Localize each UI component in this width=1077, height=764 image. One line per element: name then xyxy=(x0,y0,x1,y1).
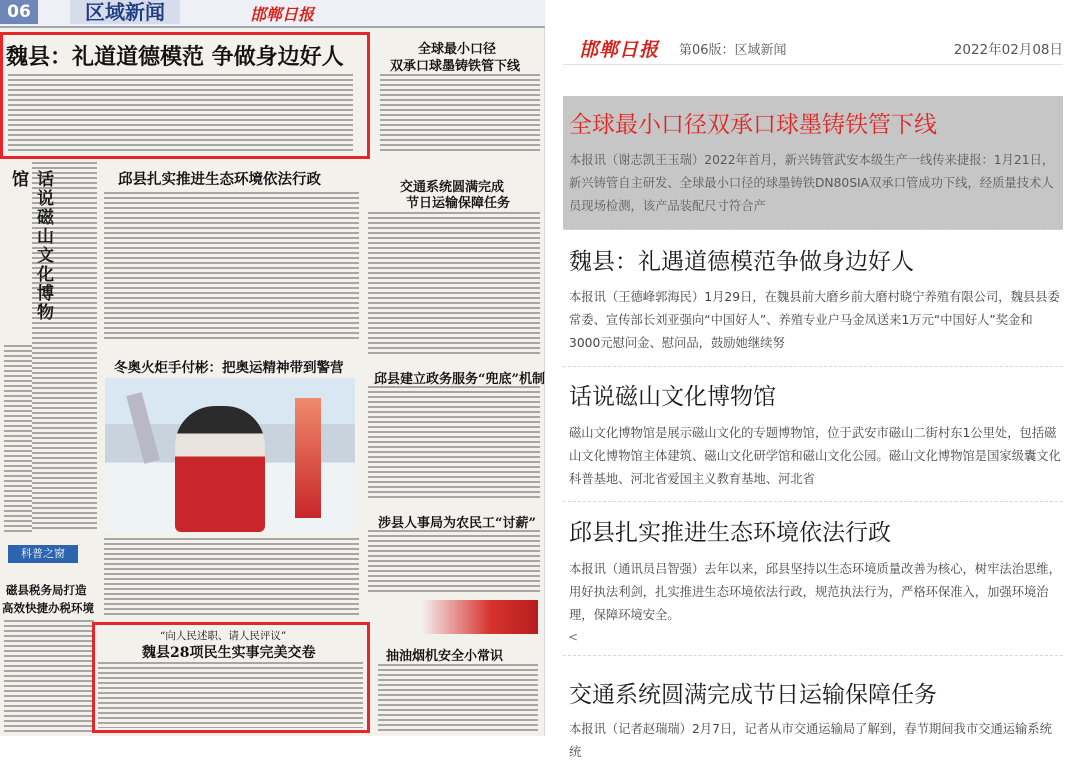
paper-headline: 抽油烟机安全小常识 xyxy=(386,649,504,664)
paper-text-block xyxy=(380,74,540,154)
paper-text-block xyxy=(4,345,32,535)
article-item-active[interactable] xyxy=(563,96,1063,230)
article-item[interactable] xyxy=(563,231,1063,367)
paper-headline: 冬奥火炬手付彬：把奥运精神带到警营 xyxy=(114,360,344,376)
newspaper-logo-small: 邯郸日报 xyxy=(250,5,315,24)
paper-text-block xyxy=(32,162,97,532)
issue-date: 2022年02月08日 xyxy=(953,42,1063,58)
paper-headline: 邱县扎实推进生态环境依法行政 xyxy=(118,171,321,188)
paper-headline: 涉县人事局为农民工“讨薪” xyxy=(378,516,536,531)
paper-headline: 节日运输保障任务 xyxy=(406,196,511,211)
paper-headline: 交通系统圆满完成 xyxy=(400,180,505,195)
article-title[interactable]: 交通系统圆满完成节日运输保障任务 xyxy=(569,682,937,708)
article-item[interactable] xyxy=(563,368,1063,502)
page-masthead xyxy=(0,0,545,28)
panel-header xyxy=(563,33,1063,65)
article-summary: 本报讯（王德峰郭海民）1月29日，在魏县前大磨乡前大磨村晓宁养殖有限公司，魏县县委常委、宣传部长刘亚强向“中国好人”、养殖专业户马金凤送来1万元“中国好人”奖金和3000元慰问金、慰问品，鼓励她继续努 xyxy=(569,290,1060,350)
paper-text-block xyxy=(104,192,359,342)
paper-text-block xyxy=(368,530,540,595)
torchbearer-photo xyxy=(105,378,355,532)
paper-headline: 邱县建立政务服务“兜底”机制 xyxy=(374,372,545,387)
pager-less-than[interactable]: < xyxy=(568,630,579,644)
paper-headline: 魏县28项民生实事完美交卷 xyxy=(142,645,316,661)
article-title[interactable]: 魏县：礼遇道德模范争做身边好人 xyxy=(569,249,914,275)
article-summary: 本报讯（记者赵瑞瑞）2月7日，记者从市交通运输局了解到，春节期间我市交通运输系统统 xyxy=(569,722,1052,759)
paper-text-block xyxy=(378,664,538,732)
paper-kicker: “向人民述职、请人民评议” xyxy=(160,630,287,642)
article-item[interactable] xyxy=(563,503,1063,656)
paper-text-block xyxy=(4,620,94,732)
article-summary: 本报讯（通讯员吕智强）去年以来，邱县坚持以生态环境质量改善为核心，树牢法治思维，用好执法利剑，扎实推进生态环境依法行政，规范执法行为，严格环保准入，加强环境治理，保障环境安全。 xyxy=(569,562,1061,622)
paper-headline: 魏县：礼道道德模范 争做身边好人 xyxy=(6,44,344,70)
paper-text-block xyxy=(368,212,540,357)
paper-headline: 双承口球墨铸铁管下线 xyxy=(390,59,521,74)
paper-text-block xyxy=(368,386,540,501)
newspaper-logo: 邯郸日报 xyxy=(579,39,660,61)
paper-promo-banner xyxy=(420,600,538,634)
paper-headline: 磁县税务局打造 xyxy=(6,583,87,597)
page-number: 06 xyxy=(0,0,38,24)
article-title[interactable]: 邱县扎实推进生态环境依法行政 xyxy=(569,520,891,546)
paper-headline: 全球最小口径 xyxy=(418,42,497,57)
article-item[interactable] xyxy=(563,666,1063,759)
paper-text-block xyxy=(8,74,353,154)
page-section: 区域新闻 xyxy=(70,0,180,24)
article-title[interactable]: 话说磁山文化博物馆 xyxy=(569,384,776,410)
article-summary: 本报讯（谢志凯王玉瑞）2022年首月，新兴铸管武安本级生产一线传来捷报：1月21日，新兴铸管自主研发、全球最小口径的球墨铸铁DN80SIA双承口管成功下线，经质量技术人员现场检测，该产品装配尺寸符合产 xyxy=(569,153,1055,213)
page-label: 第06版：区域新闻 xyxy=(679,43,787,58)
section-label-science: 科普之窗 xyxy=(8,545,78,563)
article-list-panel xyxy=(546,0,1077,759)
paper-headline: 高效快捷办税环境 xyxy=(2,601,94,615)
newspaper-page-image[interactable] xyxy=(0,0,545,736)
paper-headline-vertical: 话说磁山文化博物馆 xyxy=(8,170,53,322)
paper-text-block xyxy=(104,538,359,618)
paper-text-block xyxy=(98,662,363,728)
article-title[interactable]: 全球最小口径双承口球墨铸铁管下线 xyxy=(569,112,937,138)
article-summary: 磁山文化博物馆是展示磁山文化的专题博物馆，位于武安市磁山二街村东1公里处，包括磁山文化博物馆主体建筑、磁山文化研学馆和磁山文化公园。磁山文化博物馆是国家级囊文化科普基地、河北省爱国主义教育基地、河北省 xyxy=(569,426,1061,486)
